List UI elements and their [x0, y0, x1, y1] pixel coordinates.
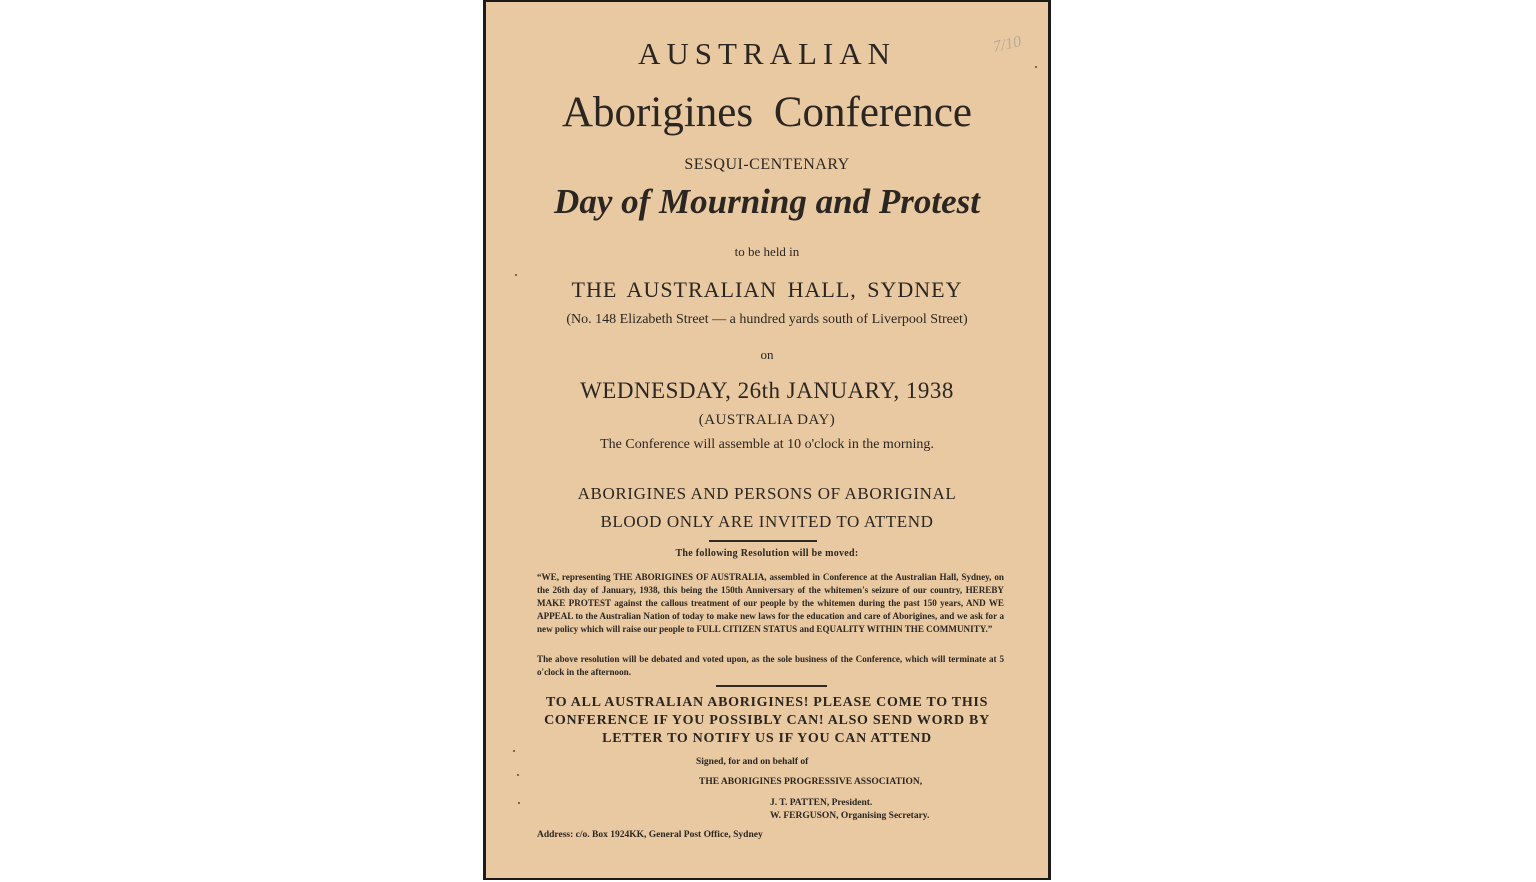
event-date: WEDNESDAY, 26th JANUARY, 1938 — [580, 378, 954, 403]
held-in-text: to be held in — [734, 244, 800, 259]
association-name: THE ABORIGINES PROGRESSIVE ASSOCIATION, — [699, 777, 923, 787]
paper-speck — [515, 274, 517, 276]
resolution-text: “WE, representing THE ABORIGINES OF AUSTRALIA, assembled in Conference at the Australian Hall, Sydney, on the 26th day of January, 1938, this being the 150th Anniversary of the whitemen's seizure of our country, HEREBY MAKE PROTEST against the callous treatment of our people by the whitemen during the past 150 years, AND WE APPEAL to the Australian Nation of today to make new laws for the education and care of Aborigines, and we ask for a new policy which will raise our people to FULL CITIZEN STATUS and EQUALITY WITHIN THE COMMUNITY.” — [537, 572, 1004, 634]
appeal-text: TO ALL AUSTRALIAN ABORIGINES! PLEASE COME TO THIS CONFERENCE IF YOU POSSIBLY CAN! ALSO SEND WORD BY LETTER TO NOTIFY US IF YOU CAN ATTEND — [544, 695, 990, 746]
invitation-notice — [486, 480, 1048, 536]
poster-title-line-1: AUSTRALIAN — [637, 36, 897, 71]
on-text: on — [760, 347, 774, 362]
divider — [716, 685, 827, 687]
signatory-president: J. T. PATTEN, President. — [770, 798, 873, 808]
poster-title-line-2: Aborigines Conference — [562, 89, 972, 136]
handwritten-mark: 7/10 — [991, 33, 1023, 56]
invitation-text: ABORIGINES AND PERSONS OF ABORIGINAL BLOOD ONLY ARE INVITED TO ATTEND — [577, 484, 957, 531]
day-note: (AUSTRALIA DAY) — [698, 412, 836, 428]
poster-subtitle: SESQUI-CENTENARY — [684, 156, 850, 173]
resolution-heading: The following Resolution will be moved: — [675, 548, 859, 559]
appeal-notice — [486, 694, 1048, 748]
paper-speck — [517, 774, 519, 776]
venue-address: (No. 148 Elizabeth Street — a hundred yards south of Liverpool Street) — [566, 312, 968, 327]
postal-address: Address: c/o. Box 1924KK, General Post Office, Sydney — [537, 830, 763, 840]
paper-speck — [518, 802, 520, 804]
assemble-time: The Conference will assemble at 10 o'clock in the morning. — [600, 437, 934, 452]
debate-note: The above resolution will be debated and voted upon, as the sole business of the Conference, which will terminate at 5 o'clock in the afternoon. — [537, 654, 1004, 677]
paper-speck — [1035, 66, 1037, 68]
divider — [709, 540, 817, 542]
poster-sheet — [483, 0, 1051, 880]
signed-line: Signed, for and on behalf of — [696, 757, 809, 767]
signatory-secretary: W. FERGUSON, Organising Secretary. — [770, 811, 930, 821]
poster-headline: Day of Mourning and Protest — [554, 182, 980, 221]
venue-name: THE AUSTRALIAN HALL, SYDNEY — [571, 277, 963, 302]
paper-speck — [513, 750, 515, 752]
